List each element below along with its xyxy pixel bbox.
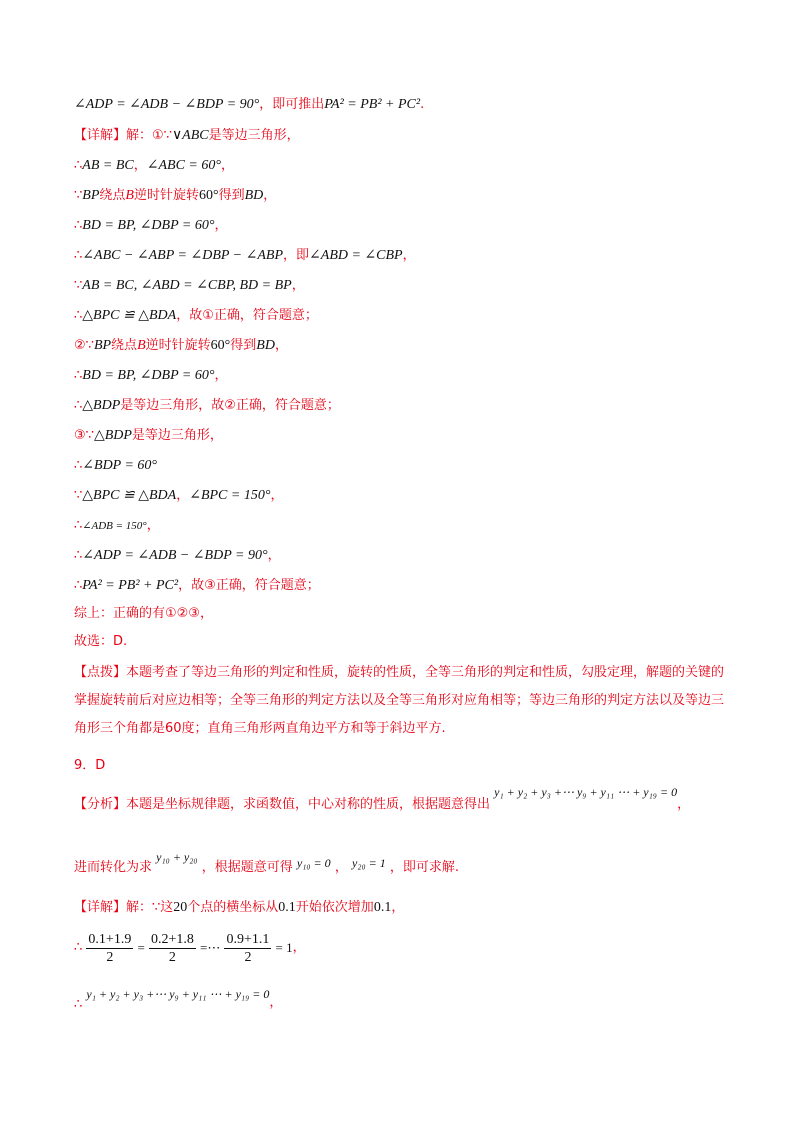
line-11 (74, 397, 340, 415)
fraction-numerator: 0.1+1.9 (88, 931, 132, 947)
text: 是等边三角形，故②正确，符合题意； (120, 398, 340, 413)
math-expr: PA² = PB² + PC² (324, 97, 421, 112)
therefore-mark: ∴ (74, 218, 83, 233)
because-mark: ③∵ (74, 428, 94, 443)
therefore-mark: ∴ (74, 940, 83, 955)
answer-text: 9．D (74, 758, 106, 773)
math-expr: ∠ADP = ∠ADB − ∠BDP = 90° (74, 97, 260, 112)
math-expr: ∠ADB = 150° (82, 520, 147, 532)
text: ， (292, 940, 306, 955)
therefore-mark: ∴ (74, 398, 83, 413)
text: ， (334, 860, 348, 875)
line-14 (74, 487, 283, 505)
math-expr: BD (256, 338, 275, 353)
because-mark: ②∵ (74, 338, 94, 353)
text: 逆时针旋转 (145, 338, 211, 353)
math-expr: y₁₀ + y₂₀ (156, 850, 198, 864)
line-12 (74, 427, 223, 445)
because-mark: ∵ (74, 278, 83, 293)
line-9 (74, 337, 288, 355)
text: 个点的横坐标从 (187, 900, 279, 915)
text: 绕点 (111, 338, 138, 353)
text: ， (176, 488, 190, 503)
math-expr: 60° (198, 188, 219, 203)
therefore-mark: ∴ (74, 997, 83, 1012)
math-expr: BD (244, 188, 264, 203)
equals-ellipsis: =⋯ (200, 940, 221, 955)
math-expr: 60° (210, 338, 231, 353)
text: ， (391, 900, 405, 915)
line-17 (74, 577, 320, 595)
because-mark: ∵ (74, 488, 83, 503)
text: ，根据题意可得 (201, 860, 293, 875)
math-expr: y₁₀ = 0 (296, 856, 331, 870)
line-6 (74, 247, 416, 265)
math-expr: △BPC ≌ △BDA (82, 488, 177, 503)
fraction-denominator: 2 (168, 949, 176, 965)
text: ， (133, 158, 147, 173)
math-expr: y₂₀ = 1 (351, 856, 386, 870)
text: ， (220, 158, 234, 173)
math-expr: △BDP (82, 398, 121, 413)
text: ， (214, 368, 228, 383)
therefore-mark: ∴ (74, 578, 83, 593)
text: ， (269, 995, 283, 1010)
therefore-mark: ∴ (74, 308, 83, 323)
text: 得到 (230, 338, 257, 353)
text: 逆时针旋转 (133, 188, 199, 203)
line-16 (74, 547, 281, 565)
fraction-numerator: 0.2+1.8 (150, 931, 194, 947)
line-1 (74, 96, 424, 114)
math-expr: AB = BC, ∠ABD = ∠CBP, BD = BP (82, 278, 292, 293)
fraction (224, 931, 271, 966)
line-18 (74, 605, 213, 623)
because-mark: ∵ (74, 188, 83, 203)
therefore-mark: ∴ (74, 458, 83, 473)
math-expr: PA² = PB² + PC² (82, 578, 179, 593)
answer-text: 故选：D. (74, 634, 128, 649)
detail-line-1 (74, 899, 404, 917)
math-expr: B (137, 338, 146, 353)
text: ， (291, 278, 305, 293)
text: . (420, 97, 425, 112)
math-expr: ∨ABC (171, 128, 209, 143)
text: ，即可求解. (389, 860, 460, 875)
detail-tag: 【详解】解：①∵ (74, 128, 172, 143)
detail-line-2 (74, 930, 306, 967)
fraction-denominator: 2 (244, 949, 252, 965)
therefore-mark: ∴ (74, 248, 83, 263)
text: ， (214, 218, 228, 233)
math-expr: BP (82, 188, 100, 203)
text: 进而转化为求 (74, 860, 153, 875)
math-expr: BD = BP, ∠DBP = 60° (82, 218, 215, 233)
math-expr: 0.1 (278, 900, 296, 915)
text: ， (146, 518, 160, 533)
text: ， (267, 548, 281, 563)
math-expr: ∠ABC = 60° (146, 158, 221, 173)
therefore-mark: ∴ (74, 518, 83, 533)
text: 是等边三角形， (208, 128, 300, 143)
therefore-mark: ∴ (74, 368, 83, 383)
therefore-mark: ∴ (74, 158, 83, 173)
fraction (86, 931, 133, 966)
analysis-tag: 【分析】本题是坐标规律题，求函数值，中心对称的性质，根据题意得出 (74, 797, 491, 812)
math-expr: B (125, 188, 134, 203)
line-15 (74, 517, 160, 535)
text: ，即 (283, 248, 310, 263)
detail-tag: 【详解】解：∵这 (74, 900, 174, 915)
line-10 (74, 367, 227, 385)
fraction-numerator: 0.9+1.1 (226, 931, 270, 947)
math-expr: ∠ABC − ∠ABP = ∠DBP − ∠ABP (82, 248, 284, 263)
math-expr: △BPC ≌ △BDA (82, 308, 177, 323)
fraction-denominator: 2 (106, 949, 114, 965)
therefore-mark: ∴ (74, 548, 83, 563)
text: ，即可推出 (259, 97, 325, 112)
line-7 (74, 277, 305, 295)
equals-sign: = (137, 940, 145, 955)
text: ，故①正确，符合题意； (176, 308, 318, 323)
math-expr: y₁ + y₂ + y₃ +⋯ y₉ + y₁₁ ⋯ + y₁₉ = 0 (494, 785, 678, 799)
text: ， (274, 338, 288, 353)
fraction (149, 931, 196, 966)
math-expr: BP (93, 338, 112, 353)
math-expr: ∠BPC = 150° (189, 488, 271, 503)
text: ， (677, 797, 691, 812)
text: ， (402, 248, 416, 263)
text: 得到 (218, 188, 245, 203)
math-expr: △BDP (93, 428, 132, 443)
conclusion-text: 综上：正确的有①②③， (74, 606, 213, 621)
text: 开始依次增加 (295, 900, 374, 915)
math-expr: ∠BDP = 60° (82, 458, 158, 473)
line-19 (74, 633, 127, 651)
math-expr: BD = BP, ∠DBP = 60° (82, 368, 215, 383)
math-expr: ∠ADP = ∠ADB − ∠BDP = 90° (82, 548, 268, 563)
line-3 (74, 157, 234, 175)
analysis-line (74, 785, 691, 814)
math-expr: y₁ + y₂ + y₃ +⋯ y₉ + y₁₁ ⋯ + y₁₉ = 0 (86, 987, 270, 1001)
comment-paragraph: 【点拨】本题考查了等边三角形的判定和性质，旋转的性质，全等三角形的判定和性质，勾股定理，解题的关键的掌握旋转前后对应边相等；全等三角形的判定方法以及全等三角形对应角相等；等边三角形的判定方法以及等边三角形三个角都是60度；直角三角形两直角边平方和等于斜边平方. (74, 665, 725, 736)
detail-line-3 (74, 985, 283, 1012)
equals-one: = 1 (275, 940, 293, 955)
analysis-line-2 (74, 850, 460, 877)
line-8 (74, 307, 318, 325)
math-expr: AB = BC (82, 158, 134, 173)
line-13 (74, 457, 157, 475)
text: ， (270, 488, 284, 503)
math-expr: 20 (173, 900, 188, 915)
text: 是等边三角形， (131, 428, 223, 443)
question-9-answer (74, 757, 105, 775)
text: 绕点 (99, 188, 126, 203)
line-4 (74, 187, 276, 205)
line-5 (74, 217, 227, 235)
text: ， (263, 188, 277, 203)
text: ，故③正确，符合题意； (178, 578, 320, 593)
line-2 (74, 127, 300, 145)
math-expr: 0.1 (373, 900, 392, 915)
math-expr: ∠ABD = ∠CBP (309, 248, 403, 263)
